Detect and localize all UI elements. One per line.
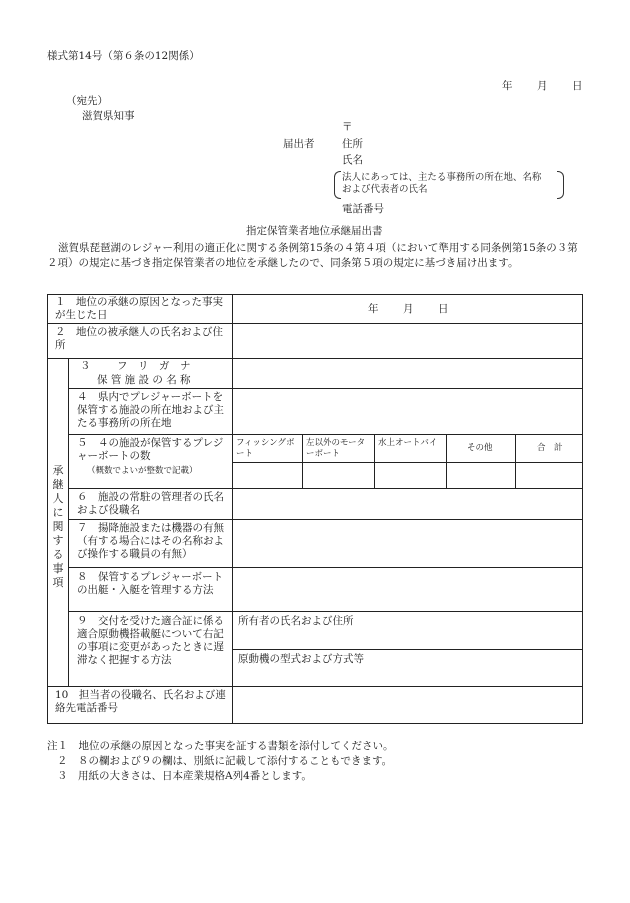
corporate-note bbox=[342, 172, 541, 196]
row1-day[interactable]: 日 bbox=[438, 303, 449, 315]
addressee-prefix: （宛先） bbox=[66, 95, 108, 107]
col-other: その他 bbox=[467, 443, 493, 453]
row9-sub-owner: 所有者の氏名および住所 bbox=[238, 615, 354, 627]
applicant-label: 届出者 bbox=[283, 138, 315, 150]
form-number: 様式第14号（第６条の12関係） bbox=[47, 50, 200, 62]
applicant-address-label: 住所 bbox=[342, 138, 363, 150]
row9-label: ９ 交付を受けた適合証に係る適合原動機搭載艇について右記の事項に変更があったときに遅滞なく把握する方法 bbox=[77, 615, 224, 666]
row9-sub-engine: 原動機の型式および方式等 bbox=[238, 653, 364, 665]
note-2: ２ ８の欄および９の欄は、別紙に記載して添付することもできます。 bbox=[57, 755, 393, 767]
postal-mark: 〒 bbox=[342, 121, 353, 133]
row3-furigana: フ リ ガ ナ bbox=[117, 360, 191, 372]
row3-label: 保 管 施 設 の 名 称 bbox=[97, 374, 191, 386]
row7-label: ７ 揚降施設または機器の有無（有する場合にはその名称および操作する職員の有無） bbox=[77, 522, 224, 560]
row3-number: ３ bbox=[80, 360, 91, 372]
col-other-motorboat: 左以外のモーターボート bbox=[306, 438, 366, 459]
date-month: 月 bbox=[537, 80, 548, 92]
notification-table bbox=[47, 294, 583, 724]
row5-note: （概数でよいが整数で記載） bbox=[87, 466, 198, 476]
row10-label: 10 担当者の役職名、氏名および連絡先電話番号 bbox=[55, 689, 226, 714]
col-personal-watercraft: 水上オートバイ bbox=[378, 438, 438, 448]
row8-label: ８ 保管するプレジャーボートの出艇・入艇を管理する方法 bbox=[77, 571, 224, 596]
successor-group-label: 承継人に関する事項 bbox=[52, 464, 64, 589]
date-day: 日 bbox=[572, 80, 583, 92]
document-title: 指定保管業者地位承継届出書 bbox=[246, 225, 383, 237]
row4-label: ４ 県内でプレジャーボートを保管する施設の所在地および主たる事務所の所在地 bbox=[77, 391, 224, 429]
row5-label: ５ ４の施設が保管するプレジャーボートの数 bbox=[77, 437, 224, 462]
row2-label: ２ 地位の被承継人の氏名および住所 bbox=[55, 326, 223, 351]
corporate-note-line1: 法人にあっては、主たる事務所の所在地、名称 bbox=[342, 172, 542, 183]
col-total: 合 計 bbox=[537, 443, 563, 453]
applicant-phone-label: 電話番号 bbox=[342, 203, 384, 215]
note-3: ３ 用紙の大きさは、日本産業規格A列4番とします。 bbox=[57, 770, 312, 782]
addressee-name: 滋賀県知事 bbox=[82, 110, 135, 122]
bracket-right bbox=[557, 171, 564, 199]
bracket-left bbox=[334, 171, 341, 199]
col-fishing-boat: フィッシングボート bbox=[236, 438, 295, 459]
date-year: 年 bbox=[502, 80, 513, 92]
note-1: 注１ 地位の承継の原因となった事実を証する書類を添付してください。 bbox=[47, 740, 394, 752]
notes bbox=[47, 739, 394, 784]
row1-month: 月 bbox=[403, 303, 414, 315]
body-paragraph: 滋賀県琵琶湖のレジャー利用の適正化に関する条例第15条の４第４項（において準用する同条例第15条の３第２項）の規定に基づき指定保管業者の地位を承継したので、同条第５項の規定に基づき届け出ます。 bbox=[47, 242, 578, 269]
row1-label: １ 地位の承継の原因となった事実が生じた日 bbox=[55, 296, 223, 321]
corporate-note-line2: および代表者の氏名 bbox=[342, 184, 428, 195]
row6-label: ６ 施設の常駐の管理者の氏名および役職名 bbox=[77, 491, 224, 516]
applicant-name-label: 氏名 bbox=[342, 154, 363, 166]
corporate-note-bracket bbox=[334, 171, 564, 199]
row1-year: 年 bbox=[368, 303, 379, 315]
